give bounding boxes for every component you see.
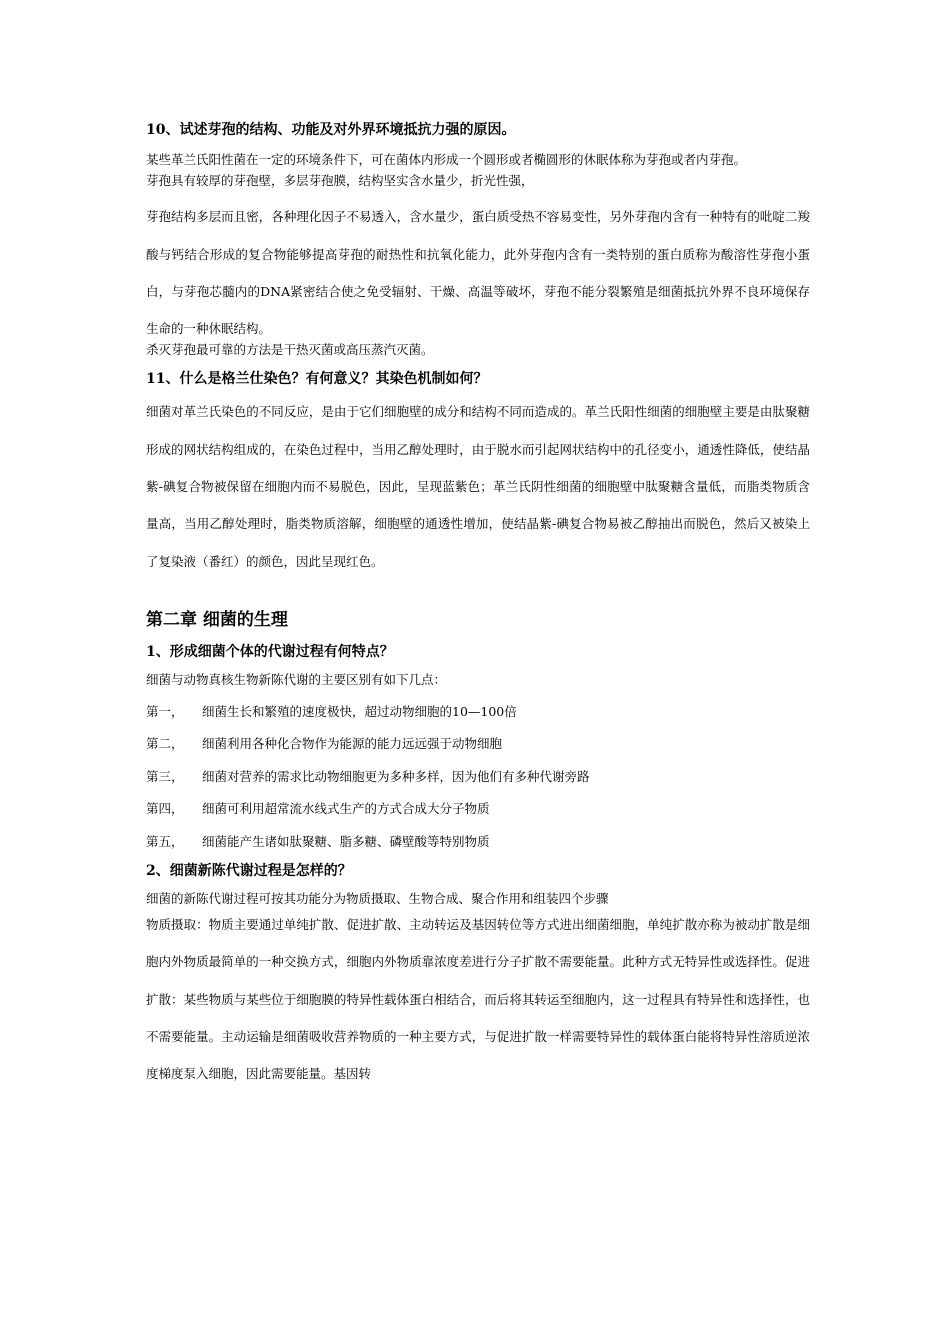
question-10-title: 10、试述芽孢的结构、功能及对外界环境抵抗力强的原因。 (146, 122, 516, 138)
question-10-paragraph-1: 某些革兰氏阳性菌在一定的环境条件下，可在菌体内形成一个圆形或者椭圆形的休眠体称为芽孢或者内芽孢。 (146, 152, 747, 167)
list-item (146, 833, 810, 851)
list-item-number: 第三， (146, 768, 184, 784)
list-item (146, 735, 810, 753)
list-item-text: 细菌生长和繁殖的速度极快，超过动物细胞的10—100倍 (202, 703, 517, 719)
list-item (146, 800, 810, 818)
list-item (146, 768, 810, 786)
question-10-paragraph-3: 芽孢结构多层而且密，各种理化因子不易透入，含水量少，蛋白质受热不容易变性，另外芽孢内含有一种特有的吡啶二羧酸与钙结合形成的复合物能够提高芽孢的耐热性和抗氧化能力，此外芽孢内含有一类特别的蛋白质称为酸溶性芽孢小蛋白，与芽孢芯髓内的DNA紧密结合使之免受辐射、干燥、高温等破坏，芽孢不能分裂繁殖是细菌抵抗外界不良环境保存生命的一种休眠结构。 (146, 209, 810, 337)
list-item-text: 细菌对营养的需求比动物细胞更为多种多样，因为他们有多种代谢旁路 (202, 768, 590, 784)
chapter-2-question-1-title: 1、形成细菌个体的代谢过程有何特点？ (146, 643, 394, 660)
question-11-paragraph-1: 细菌对革兰氏染色的不同反应，是由于它们细胞壁的成分和结构不同而造成的。革兰氏阳性细菌的细胞壁主要是由肽聚糖形成的网状结构组成的，在染色过程中，当用乙醇处理时，由于脱水而引起网状结构中的孔径变小，通透性降低，使结晶紫-碘复合物被保留在细胞内而不易脱色，因此，呈现蓝紫色；革兰氏阴性细菌的细胞壁中肽聚糖含量低，而脂类物质含量高，当用乙醇处理时，脂类物质溶解，细胞壁的通透性增加，使结晶紫-碘复合物易被乙醇抽出而脱色，然后又被染上了复染液（番红）的颜色，因此呈现红色。 (146, 404, 810, 569)
chapter-2-question-2-title: 2、细菌新陈代谢过程是怎样的？ (146, 862, 352, 879)
document-content (146, 120, 810, 1092)
list-item-text: 细菌可利用超常流水线式生产的方式合成大分子物质 (202, 801, 490, 817)
list-item-text: 细菌利用各种化合物作为能源的能力远远强于动物细胞 (202, 736, 503, 752)
list-item (146, 703, 810, 721)
question-10-paragraph-2: 芽孢具有较厚的芽孢壁，多层芽孢膜，结构坚实含水量少，折光性强， (146, 173, 534, 189)
chapter-2-title: 第二章 细菌的生理 (146, 609, 288, 630)
list-item-number: 第二， (146, 736, 184, 752)
chapter-2-question-1-intro: 细菌与动物真核生物新陈代谢的主要区别有如下几点： (146, 671, 447, 687)
question-11-title: 11、什么是格兰仕染色？有何意义？其染色机制如何？ (146, 371, 488, 388)
question-10-paragraph-4: 杀灭芽孢最可靠的方法是干热灭菌或高压蒸汽灭菌。 (146, 342, 434, 358)
list-item-text: 细菌能产生诸如肽聚糖、脂多糖、磷壁酸等特别物质 (202, 833, 490, 849)
list-item-number: 第一， (146, 703, 184, 719)
list-item-number: 第四， (146, 801, 184, 817)
list-item-number: 第五， (146, 833, 184, 849)
chapter-2-question-2-paragraph-1: 物质摄取：物质主要通过单纯扩散、促进扩散、主动转运及基因转位等方式进出细菌细胞，单纯扩散亦称为被动扩散是细胞内外物质最简单的一种交换方式，细胞内外物质靠浓度差进行分子扩散不需要能量。此种方式无特异性或选择性。促进扩散：某些物质与某些位于细胞膜的特异性载体蛋白相结合，而后将其转运至细胞内，这一过程具有特异性和选择性，也不需要能量。主动运输是细菌吸收营养物质的一种主要方式，与促进扩散一样需要特异性的载体蛋白能将特异性溶质逆浓度梯度泵入细胞，因此需要能量。基因转 (146, 916, 810, 1082)
chapter-2-question-2-intro: 细菌的新陈代谢过程可按其功能分为物质摄取、生物合成、聚合作用和组装四个步骤 (146, 890, 609, 906)
